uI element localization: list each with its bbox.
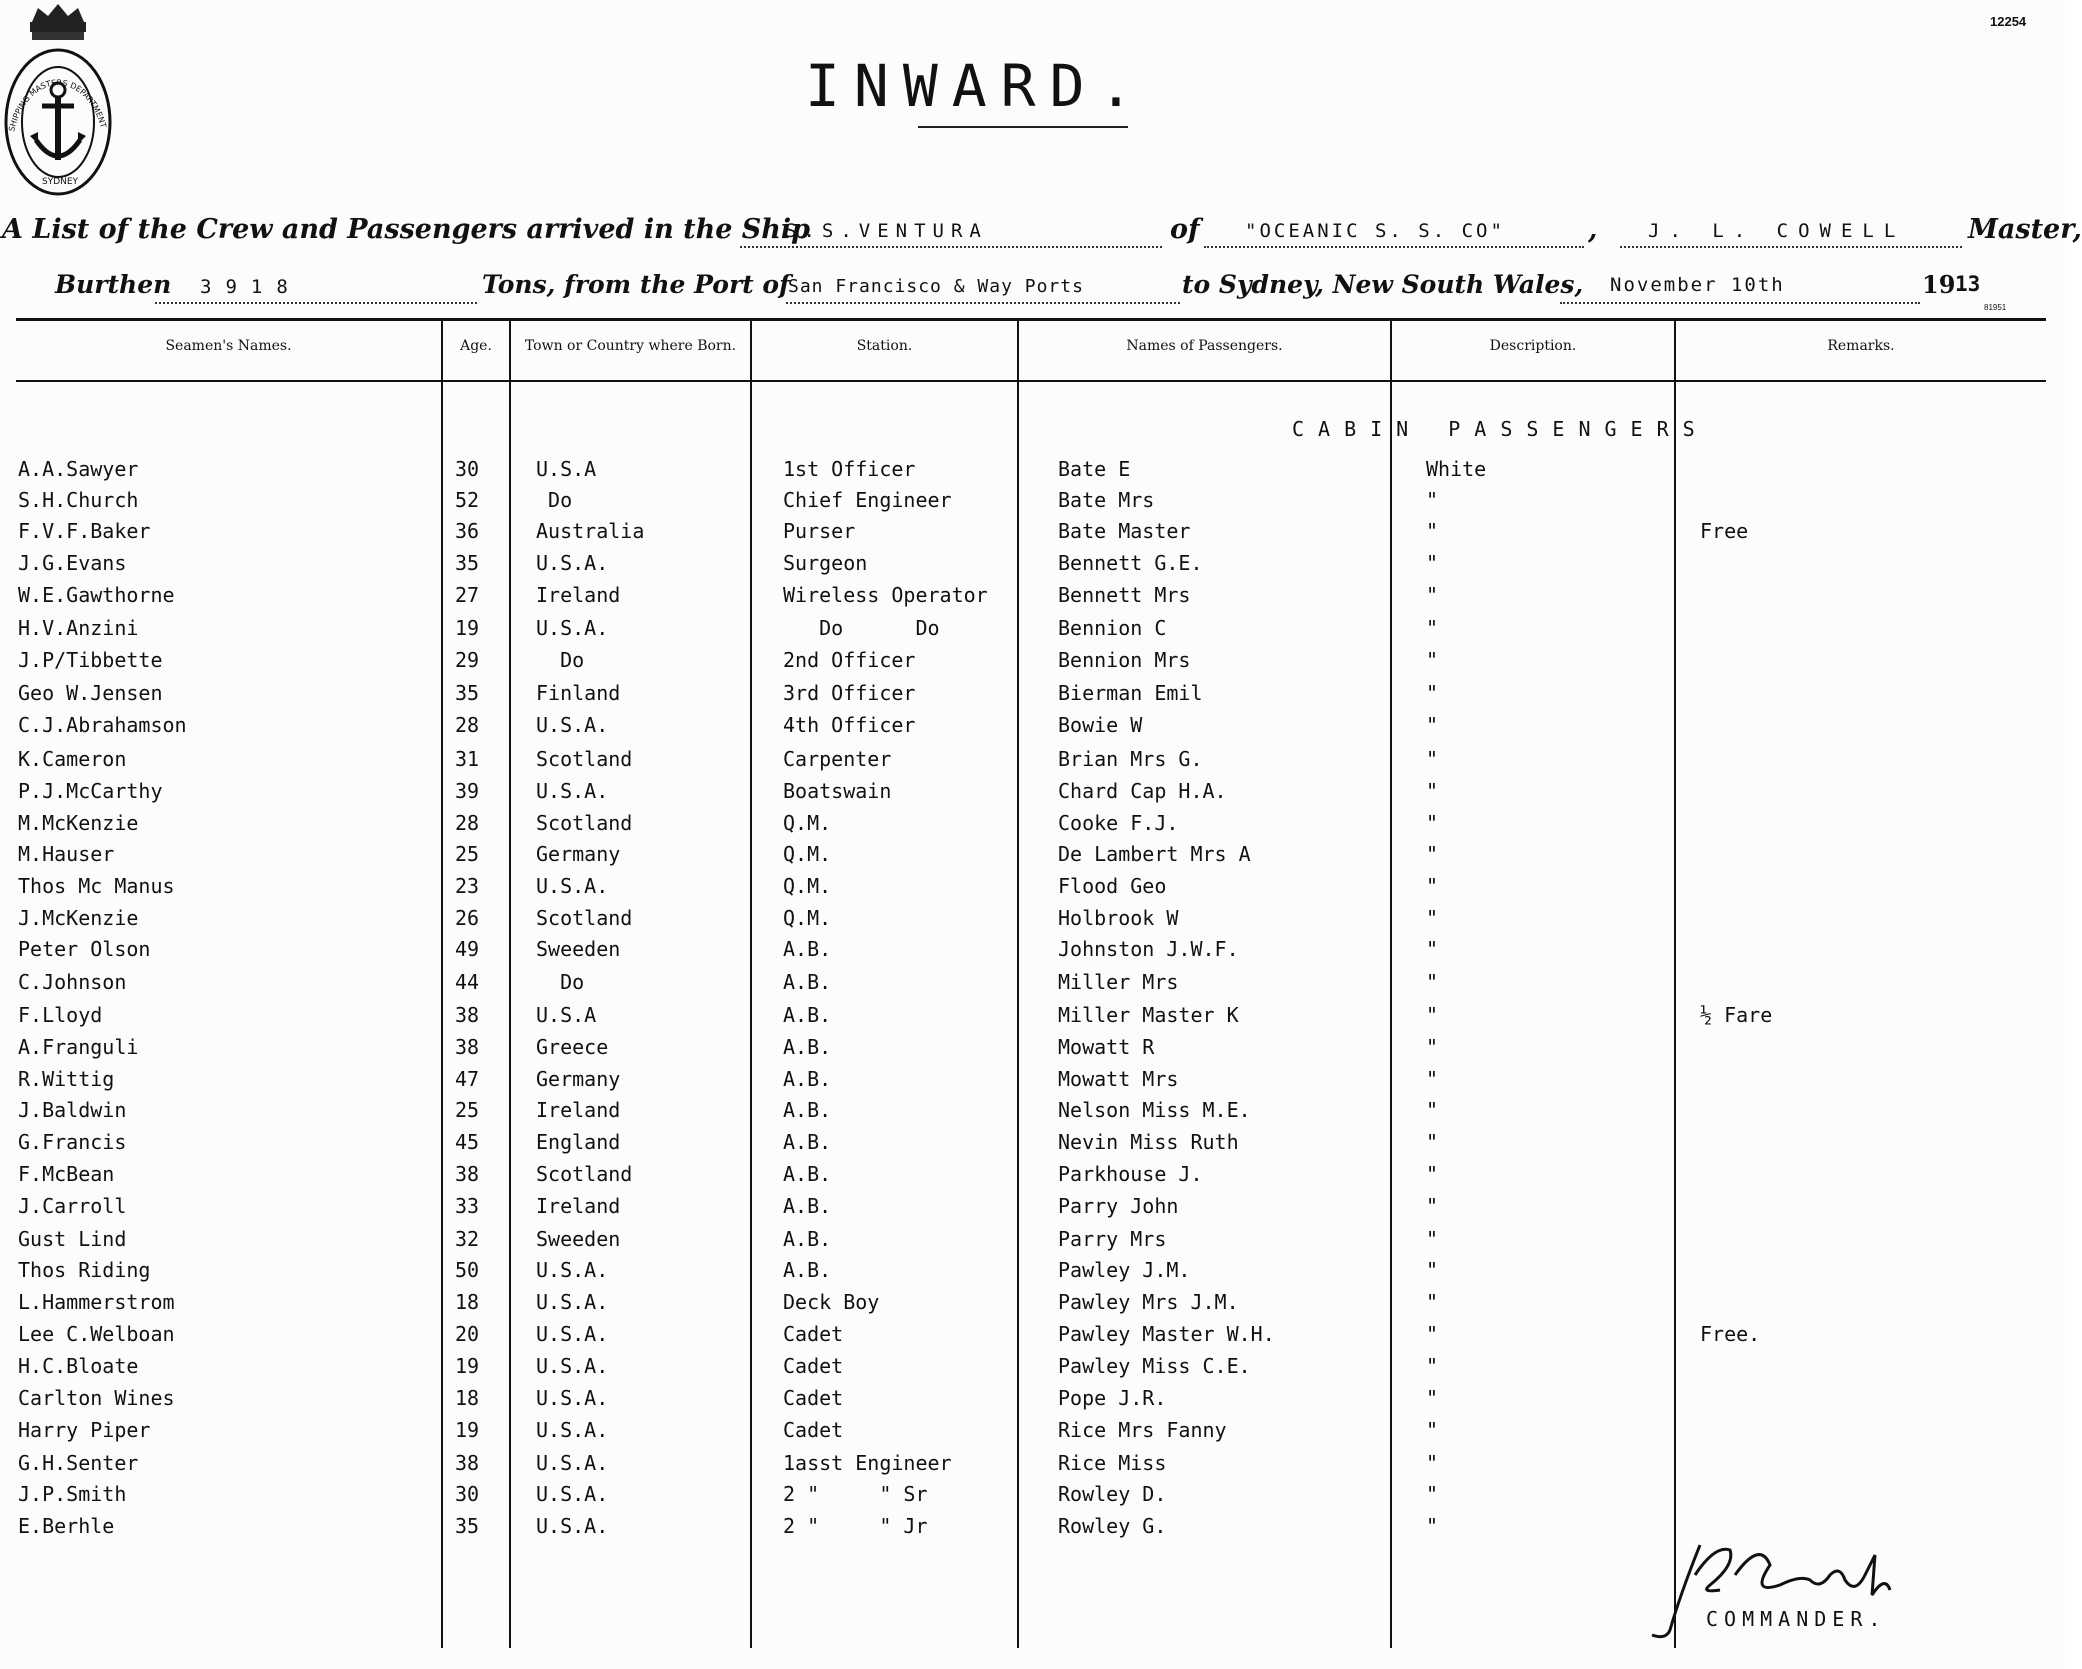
seaman-age: 28	[455, 811, 480, 835]
table-row	[0, 1354, 2065, 1387]
passenger-description: "	[1426, 1227, 1439, 1251]
passenger-description: "	[1426, 1003, 1439, 1027]
passenger-name: Cooke F.J.	[1058, 811, 1179, 835]
seal-text-top: SHIPPING MASTERS DEPARTMENT	[7, 78, 108, 133]
seaman-age: 38	[455, 1451, 480, 1475]
seaman-name: L.Hammerstrom	[18, 1290, 175, 1314]
seaman-name: P.J.McCarthy	[18, 779, 163, 803]
col-header-born: Town or Country where Born.	[524, 338, 737, 354]
passenger-description: "	[1426, 842, 1439, 866]
passenger-remark: Free.	[1700, 1322, 1761, 1346]
seaman-age: 38	[455, 1003, 480, 1027]
seaman-age: 18	[455, 1290, 480, 1314]
passenger-name: Parry Mrs	[1058, 1227, 1167, 1251]
table-row	[0, 1482, 2065, 1515]
seaman-age: 25	[455, 842, 480, 866]
seaman-name: A.Franguli	[18, 1035, 139, 1059]
table-row	[0, 842, 2065, 875]
year-prefix: 19	[1922, 270, 1956, 299]
seaman-station: 2nd Officer	[783, 648, 916, 672]
passenger-name: Flood Geo	[1058, 874, 1167, 898]
col-header-remarks: Remarks.	[1827, 338, 1895, 354]
passenger-name: Rice Mrs Fanny	[1058, 1418, 1227, 1442]
seaman-birthplace: U.S.A.	[536, 1258, 609, 1282]
seaman-name: Carlton Wines	[18, 1386, 175, 1410]
seaman-name: W.E.Gawthorne	[18, 583, 175, 607]
seaman-age: 25	[455, 1098, 480, 1122]
passenger-description: "	[1426, 1322, 1439, 1346]
seaman-station: Boatswain	[783, 779, 892, 803]
seaman-name: H.C.Bloate	[18, 1354, 139, 1378]
passenger-description: "	[1426, 937, 1439, 961]
passenger-name: Rowley D.	[1058, 1482, 1167, 1506]
seaman-age: 36	[455, 519, 480, 543]
seaman-name: Lee C.Welboan	[18, 1322, 175, 1346]
ship-name: S.S.VENTURA	[785, 220, 988, 242]
seaman-birthplace: U.S.A.	[536, 551, 609, 575]
page-title: INWARD.	[805, 52, 1148, 120]
seaman-station: Q.M.	[783, 811, 832, 835]
passenger-name: Pawley Mrs J.M.	[1058, 1290, 1239, 1314]
seaman-station: A.B.	[783, 1130, 832, 1154]
col-header-age: Age.	[460, 338, 492, 354]
seaman-age: 30	[455, 457, 480, 481]
seaman-birthplace: U.S.A.	[536, 1451, 609, 1475]
passenger-name: Pawley Master W.H.	[1058, 1322, 1275, 1346]
seaman-station: Chief Engineer	[783, 488, 952, 512]
seaman-name: Harry Piper	[18, 1418, 151, 1442]
seaman-name: F.V.F.Baker	[18, 519, 151, 543]
seaman-age: 44	[455, 970, 480, 994]
seaman-station: 1st Officer	[783, 457, 916, 481]
passenger-name: Nelson Miss M.E.	[1058, 1098, 1251, 1122]
seaman-station: 2 " " Jr	[783, 1514, 928, 1538]
seaman-name: E.Berhle	[18, 1514, 115, 1538]
passenger-description: White	[1426, 457, 1487, 481]
port-name: San Francisco & Way Ports	[788, 276, 1084, 297]
table-row	[0, 1290, 2065, 1323]
seaman-name: J.P.Smith	[18, 1482, 127, 1506]
seaman-birthplace: U.S.A.	[536, 779, 609, 803]
seaman-station: Cadet	[783, 1354, 844, 1378]
seaman-station: Wireless Operator	[783, 583, 988, 607]
passenger-name: Johnston J.W.F.	[1058, 937, 1239, 961]
passenger-description: "	[1426, 906, 1439, 930]
table-row	[0, 906, 2065, 939]
passenger-description: "	[1426, 1451, 1439, 1475]
passenger-name: Chard Cap H.A.	[1058, 779, 1227, 803]
seaman-name: R.Wittig	[18, 1067, 115, 1091]
passenger-name: Mowatt Mrs	[1058, 1067, 1179, 1091]
table-row	[0, 1194, 2065, 1227]
passenger-name: Holbrook W	[1058, 906, 1179, 930]
seaman-station: A.B.	[783, 1258, 832, 1282]
seaman-station: 2 " " Sr	[783, 1482, 928, 1506]
seaman-age: 29	[455, 648, 480, 672]
seaman-name: Thos Riding	[18, 1258, 151, 1282]
seaman-age: 35	[455, 1514, 480, 1538]
master-name: J. L. COWELL	[1648, 220, 1906, 242]
col-header-description: Description.	[1489, 338, 1577, 354]
seaman-station: 3rd Officer	[783, 681, 916, 705]
seaman-age: 52	[455, 488, 480, 512]
passenger-name: Bate Master	[1058, 519, 1191, 543]
arrival-date: November 10th	[1610, 274, 1785, 296]
seaman-name: J.P/Tibbette	[18, 648, 163, 672]
table-row	[0, 1130, 2065, 1163]
table-row	[0, 1003, 2065, 1036]
seaman-name: K.Cameron	[18, 747, 127, 771]
seaman-birthplace: Sweeden	[536, 937, 621, 961]
seaman-station: Q.M.	[783, 906, 832, 930]
passenger-name: Bowie W	[1058, 713, 1143, 737]
seaman-birthplace: U.S.A.	[536, 713, 609, 737]
destination-label: to Sydney, New South Wales,	[1182, 270, 1584, 299]
master-label: Master,	[1968, 214, 2082, 245]
passenger-description: "	[1426, 713, 1439, 737]
passenger-description: "	[1426, 811, 1439, 835]
seaman-birthplace: U.S.A.	[536, 1482, 609, 1506]
seaman-name: F.Lloyd	[18, 1003, 103, 1027]
seaman-birthplace: U.S.A	[536, 457, 597, 481]
seaman-age: 38	[455, 1035, 480, 1059]
passenger-name: Bennion Mrs	[1058, 648, 1191, 672]
table-top-rule	[16, 318, 2046, 321]
seaman-age: 47	[455, 1067, 480, 1091]
seaman-birthplace: U.S.A.	[536, 1386, 609, 1410]
table-row	[0, 1258, 2065, 1291]
passenger-description: "	[1426, 874, 1439, 898]
seaman-name: C.J.Abrahamson	[18, 713, 187, 737]
seaman-birthplace: U.S.A.	[536, 616, 609, 640]
seaman-age: 26	[455, 906, 480, 930]
passenger-name: Brian Mrs G.	[1058, 747, 1203, 771]
col-header-station: Station.	[856, 338, 913, 354]
seaman-station: 1asst Engineer	[783, 1451, 952, 1475]
seaman-name: A.A.Sawyer	[18, 457, 139, 481]
line1-of: of	[1170, 214, 1200, 245]
table-row	[0, 1035, 2065, 1068]
seaman-birthplace: Scotland	[536, 906, 633, 930]
passenger-description: "	[1426, 1258, 1439, 1282]
passenger-name: Nevin Miss Ruth	[1058, 1130, 1239, 1154]
passenger-description: "	[1426, 1098, 1439, 1122]
tonnage: 3918	[200, 276, 302, 298]
passenger-name: Pope J.R.	[1058, 1386, 1167, 1410]
seaman-birthplace: U.S.A.	[536, 1354, 609, 1378]
passenger-description: "	[1426, 1130, 1439, 1154]
passenger-name: Rowley G.	[1058, 1514, 1167, 1538]
passenger-description: "	[1426, 1482, 1439, 1506]
seaman-name: S.H.Church	[18, 488, 139, 512]
col-header-seamen: Seamen's Names.	[165, 338, 292, 354]
seaman-birthplace: Finland	[536, 681, 621, 705]
seaman-age: 19	[455, 1418, 480, 1442]
seaman-age: 39	[455, 779, 480, 803]
table-row	[0, 811, 2065, 844]
seaman-age: 38	[455, 1162, 480, 1186]
seaman-birthplace: U.S.A.	[536, 1514, 609, 1538]
seaman-station: Q.M.	[783, 874, 832, 898]
passenger-name: Bierman Emil	[1058, 681, 1203, 705]
seaman-name: M.McKenzie	[18, 811, 139, 835]
form-number: 81951	[1984, 303, 2007, 312]
passenger-description: "	[1426, 1035, 1439, 1059]
document-number: 12254	[1990, 14, 2027, 29]
seaman-name: Peter Olson	[18, 937, 151, 961]
seaman-name: C.Johnson	[18, 970, 127, 994]
table-row	[0, 1386, 2065, 1419]
passenger-name: Mowatt R	[1058, 1035, 1155, 1059]
seaman-station: A.B.	[783, 1067, 832, 1091]
seaman-age: 35	[455, 681, 480, 705]
seaman-station: A.B.	[783, 937, 832, 961]
seaman-birthplace: Australia	[536, 519, 645, 543]
passenger-description: "	[1426, 1194, 1439, 1218]
table-row	[0, 1227, 2065, 1260]
seaman-birthplace: Germany	[536, 842, 621, 866]
tons-from-port-label: Tons, from the Port of	[482, 270, 790, 299]
table-row	[0, 970, 2065, 1003]
seaman-birthplace: Scotland	[536, 747, 633, 771]
owner-name: "OCEANIC S. S. CO"	[1245, 220, 1505, 242]
passenger-name: De Lambert Mrs A	[1058, 842, 1251, 866]
table-row	[0, 713, 2065, 746]
seaman-name: Gust Lind	[18, 1227, 127, 1251]
seaman-name: J.Baldwin	[18, 1098, 127, 1122]
seaman-name: J.Carroll	[18, 1194, 127, 1218]
seaman-birthplace: Ireland	[536, 1194, 621, 1218]
seaman-station: A.B.	[783, 1227, 832, 1251]
seaman-name: G.Francis	[18, 1130, 127, 1154]
passenger-name: Miller Master K	[1058, 1003, 1239, 1027]
seaman-age: 30	[455, 1482, 480, 1506]
seaman-station: Cadet	[783, 1418, 844, 1442]
seaman-age: 45	[455, 1130, 480, 1154]
seaman-name: F.McBean	[18, 1162, 115, 1186]
seaman-station: 4th Officer	[783, 713, 916, 737]
seaman-birthplace: Ireland	[536, 583, 621, 607]
commander-label: COMMANDER.	[1706, 1607, 1887, 1631]
passenger-description: "	[1426, 1418, 1439, 1442]
seaman-birthplace: U.S.A.	[536, 1290, 609, 1314]
table-row	[0, 874, 2065, 907]
table-row	[0, 779, 2065, 812]
seaman-age: 19	[455, 1354, 480, 1378]
table-row	[0, 1162, 2065, 1195]
seaman-birthplace: U.S.A.	[536, 874, 609, 898]
seaman-station: A.B.	[783, 1194, 832, 1218]
passenger-name: Miller Mrs	[1058, 970, 1179, 994]
seaman-birthplace: Germany	[536, 1067, 621, 1091]
table-row	[0, 937, 2065, 970]
seaman-station: Purser	[783, 519, 856, 543]
passenger-description: "	[1426, 779, 1439, 803]
year-suffix: 13	[1955, 272, 1981, 296]
seaman-station: Carpenter	[783, 747, 892, 771]
seaman-age: 19	[455, 616, 480, 640]
seaman-birthplace: U.S.A.	[536, 1418, 609, 1442]
table-row	[0, 583, 2065, 616]
seaman-station: Cadet	[783, 1322, 844, 1346]
seaman-birthplace: Ireland	[536, 1098, 621, 1122]
col-header-passengers: Names of Passengers.	[1126, 338, 1283, 354]
seaman-station: A.B.	[783, 1162, 832, 1186]
table-row	[0, 1067, 2065, 1100]
seaman-name: G.H.Senter	[18, 1451, 139, 1475]
seaman-age: 33	[455, 1194, 480, 1218]
seaman-birthplace: Greece	[536, 1035, 609, 1059]
passenger-name: Parkhouse J.	[1058, 1162, 1203, 1186]
table-row	[0, 681, 2065, 714]
table-row	[0, 1418, 2065, 1451]
seaman-birthplace: Scotland	[536, 1162, 633, 1186]
seaman-age: 28	[455, 713, 480, 737]
passenger-description: "	[1426, 1386, 1439, 1410]
passenger-description: "	[1426, 583, 1439, 607]
seaman-birthplace: Sweeden	[536, 1227, 621, 1251]
seaman-name: Geo W.Jensen	[18, 681, 163, 705]
passenger-description: "	[1426, 616, 1439, 640]
passenger-description: "	[1426, 488, 1439, 512]
seaman-age: 50	[455, 1258, 480, 1282]
passenger-name: Pawley J.M.	[1058, 1258, 1191, 1282]
table-row	[0, 648, 2065, 681]
table-header-rule	[16, 380, 2046, 382]
table-row	[0, 1322, 2065, 1355]
seaman-birthplace: Do	[536, 648, 585, 672]
seaman-station: Deck Boy	[783, 1290, 880, 1314]
seaman-age: 18	[455, 1386, 480, 1410]
table-row	[0, 747, 2065, 780]
seaman-station: A.B.	[783, 1098, 832, 1122]
seaman-birthplace: Scotland	[536, 811, 633, 835]
passenger-description: "	[1426, 1162, 1439, 1186]
table-row	[0, 488, 2065, 521]
burthen-label: Burthen	[55, 270, 172, 299]
table-row	[0, 519, 2065, 552]
line1-comma: ,	[1588, 214, 1598, 245]
passenger-description: "	[1426, 519, 1439, 543]
seaman-name: J.G.Evans	[18, 551, 127, 575]
seaman-name: Thos Mc Manus	[18, 874, 175, 898]
seaman-birthplace: Do	[536, 970, 585, 994]
passenger-name: Bennett G.E.	[1058, 551, 1203, 575]
table-row	[0, 551, 2065, 584]
seaman-age: 23	[455, 874, 480, 898]
seaman-station: A.B.	[783, 970, 832, 994]
seaman-station: A.B.	[783, 1035, 832, 1059]
passenger-remark: Free	[1700, 519, 1749, 543]
seaman-age: 32	[455, 1227, 480, 1251]
passenger-remark: ½ Fare	[1700, 1003, 1773, 1027]
seaman-age: 20	[455, 1322, 480, 1346]
seaman-age: 31	[455, 747, 480, 771]
passenger-description: "	[1426, 648, 1439, 672]
passenger-description: "	[1426, 1354, 1439, 1378]
table-row	[0, 1098, 2065, 1131]
seaman-station: Do Do	[783, 616, 940, 640]
passenger-description: "	[1426, 681, 1439, 705]
passenger-description: "	[1426, 970, 1439, 994]
seaman-birthplace: U.S.A	[536, 1003, 597, 1027]
seaman-birthplace: England	[536, 1130, 621, 1154]
passenger-name: Bennion C	[1058, 616, 1167, 640]
passenger-description: "	[1426, 551, 1439, 575]
passenger-description: "	[1426, 747, 1439, 771]
cabin-passengers-heading: CABIN PASSENGERS	[1292, 417, 1709, 441]
seaman-birthplace: U.S.A.	[536, 1322, 609, 1346]
shipping-masters-seal-icon	[2, 2, 114, 198]
seaman-station: Cadet	[783, 1386, 844, 1410]
passenger-name: Bate E	[1058, 457, 1131, 481]
seaman-age: 49	[455, 937, 480, 961]
table-row	[0, 457, 2065, 490]
table-row	[0, 616, 2065, 649]
passenger-name: Parry John	[1058, 1194, 1179, 1218]
seaman-age: 35	[455, 551, 480, 575]
seaman-station: Q.M.	[783, 842, 832, 866]
seaman-name: H.V.Anzini	[18, 616, 139, 640]
passenger-name: Bate Mrs	[1058, 488, 1155, 512]
passenger-description: "	[1426, 1514, 1439, 1538]
line1-prefix: A List of the Crew and Passengers arrived in the Ship	[2, 214, 811, 245]
seaman-age: 27	[455, 583, 480, 607]
title-underline	[918, 126, 1128, 128]
seaman-name: J.McKenzie	[18, 906, 139, 930]
passenger-description: "	[1426, 1290, 1439, 1314]
seal-text-bottom: SYDNEY	[42, 177, 79, 187]
passenger-description: "	[1426, 1067, 1439, 1091]
seaman-station: A.B.	[783, 1003, 832, 1027]
passenger-name: Bennett Mrs	[1058, 583, 1191, 607]
passenger-name: Rice Miss	[1058, 1451, 1167, 1475]
seaman-station: Surgeon	[783, 551, 868, 575]
table-row	[0, 1451, 2065, 1484]
seaman-birthplace: Do	[536, 488, 573, 512]
passenger-name: Pawley Miss C.E.	[1058, 1354, 1251, 1378]
seaman-name: M.Hauser	[18, 842, 115, 866]
